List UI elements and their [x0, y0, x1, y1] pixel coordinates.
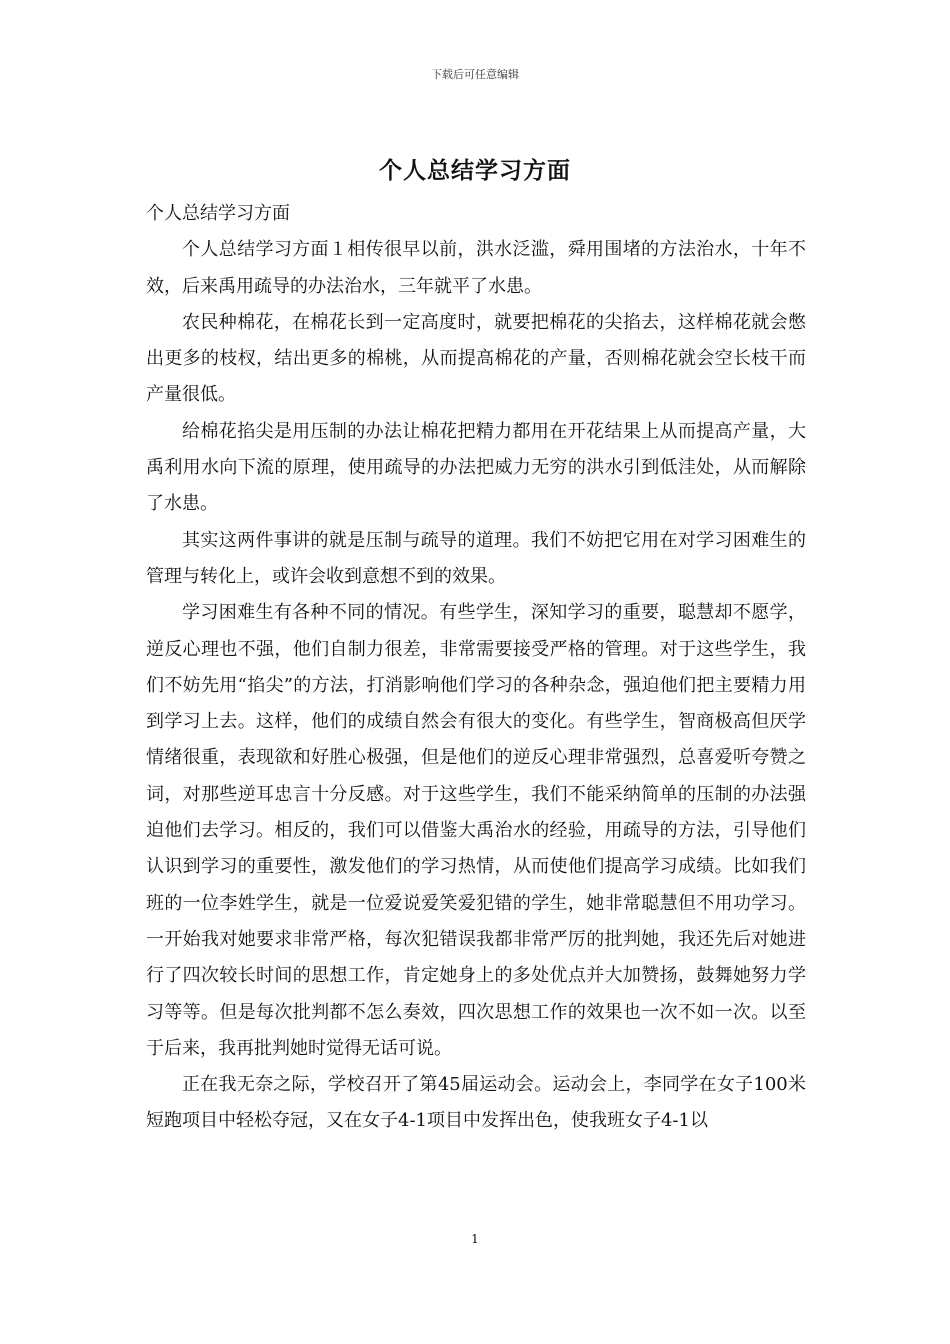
paragraph: 个人总结学习方面１相传很早以前，洪水泛滥，舜用围堵的方法治水，十年不效，后来禹用疏导的办法治水，三年就平了水患。: [146, 239, 806, 297]
document-body: [146, 196, 806, 1140]
paragraph: 农民种棉花，在棉花长到一定高度时，就要把棉花的尖掐去，这样棉花就会憋出更多的枝杈，结出更多的棉桃，从而提高棉花的产量，否则棉花就会空长枝干而产量很低。: [146, 311, 806, 406]
paragraph: 其实这两件事讲的就是压制与疏导的道理。我们不妨把它用在对学习困难生的管理与转化上，或许会收到意想不到的效果。: [146, 529, 806, 587]
header-note: 下载后可任意编辑: [431, 68, 519, 81]
paragraph: 正在我无奈之际，学校召开了第45届运动会。运动会上，李同学在女子100米短跑项目中轻松夺冠，又在女子4-1项目中发挥出色，使我班女子4-1以: [146, 1074, 806, 1132]
document-subtitle: 个人总结学习方面: [146, 203, 290, 224]
page-number: 1: [471, 1232, 479, 1246]
paragraph: 给棉花掐尖是用压制的办法让棉花把精力都用在开花结果上从而提高产量，大禹利用水向下流的原理，使用疏导的办法把威力无穷的洪水引到低洼处，从而解除了水患。: [146, 420, 806, 515]
paragraph: 学习困难生有各种不同的情况。有些学生，深知学习的重要，聪慧却不愿学，逆反心理也不强，他们自制力很差，非常需要接受严格的管理。对于这些学生，我们不妨先用“掐尖”的方法，打消影响他们学习的各种杂念，强迫他们把主要精力用到学习上去。这样，他们的成绩自然会有很大的变化。有些学生，智商极高但厌学情绪很重，表现欲和好胜心极强，但是他们的逆反心理非常强烈，总喜爱听夸赞之词，对那些逆耳忠言十分反感。对于这些学生，我们不能采纳简单的压制的办法强迫他们去学习。相反的，我们可以借鉴大禹治水的经验，用疏导的方法，引导他们认识到学习的重要性，激发他们的学习热情，从而使他们提高学习成绩。比如我们班的一位李姓学生，就是一位爱说爱笑爱犯错的学生，她非常聪慧但不用功学习。一开始我对她要求非常严格，每次犯错误我都非常严厉的批判她，我还先后对她进行了四次较长时间的思想工作，肯定她身上的多处优点并大加赞扬，鼓舞她努力学习等等。但是每次批判都不怎么奏效，四次思想工作的效果也一次不如一次。以至于后来，我再批判她时觉得无话可说。: [146, 602, 806, 1059]
document-title: 个人总结学习方面: [379, 157, 571, 184]
